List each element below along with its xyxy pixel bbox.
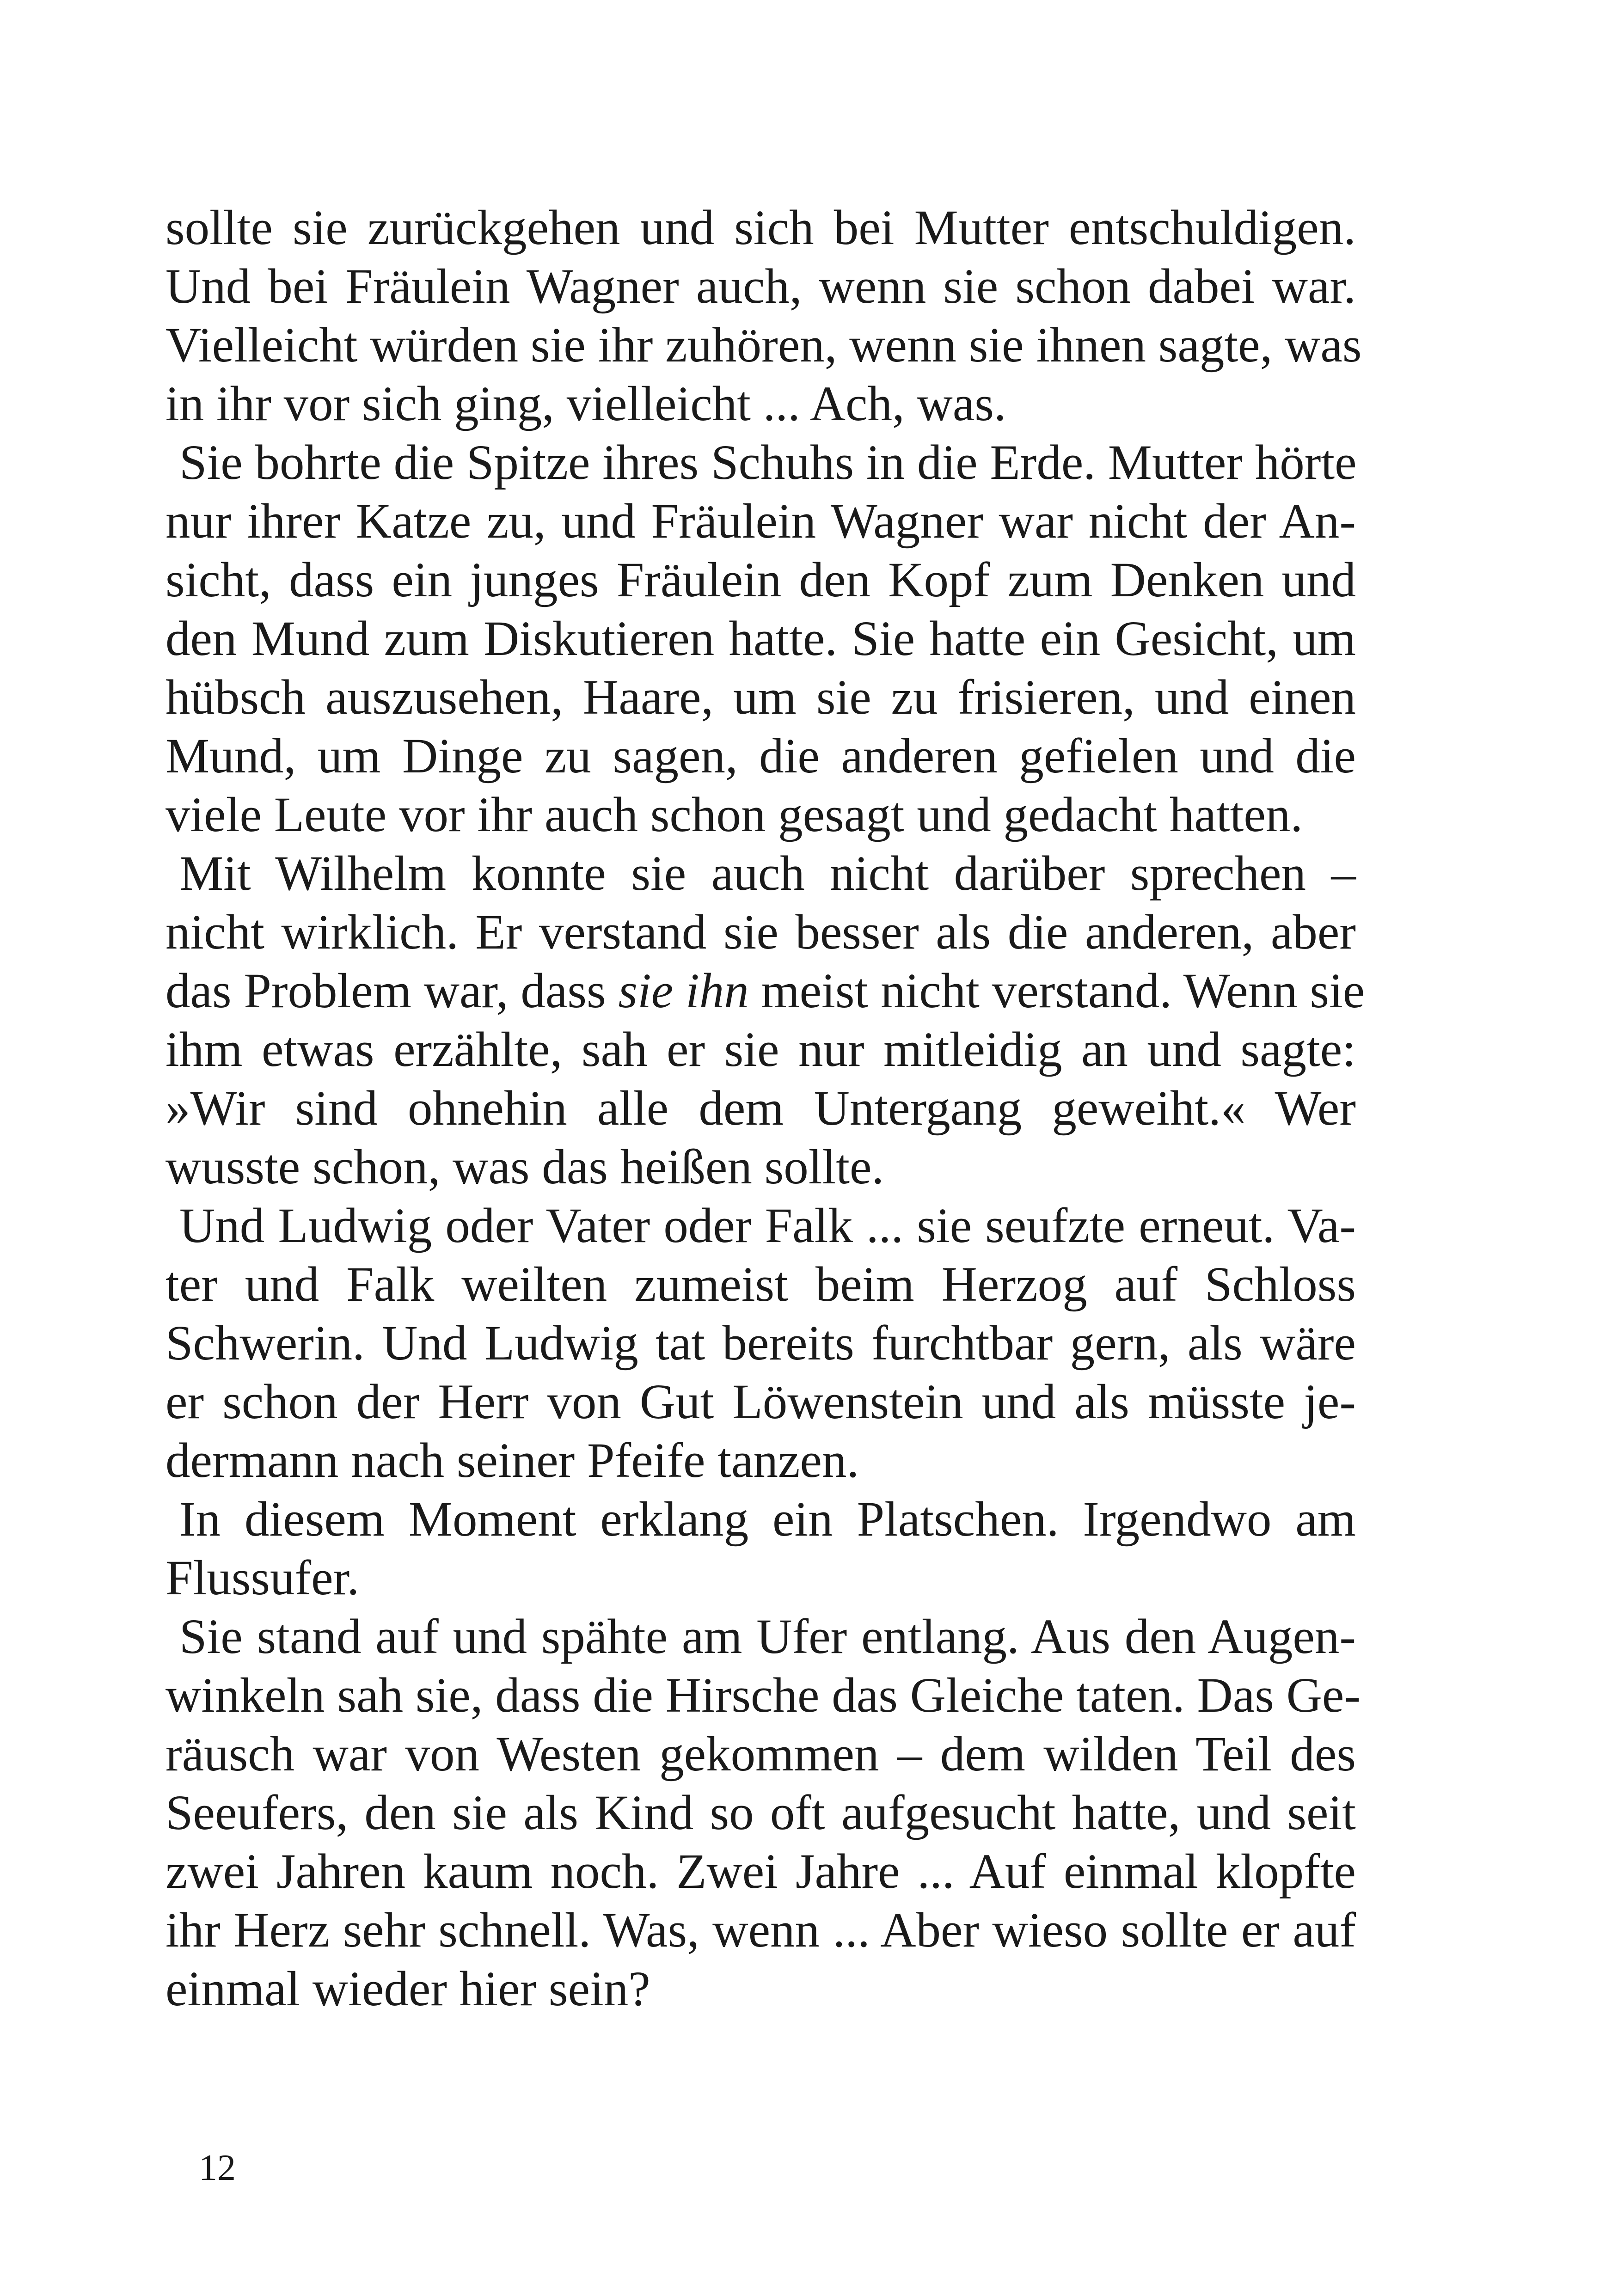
text-line: Und Ludwig oder Vater oder Falk ... sie seufzte erneut. Va- <box>179 1199 1356 1253</box>
text-line: ihr Herz sehr schnell. Was, wenn ... Aber wieso sollte er auf <box>165 1903 1356 1958</box>
page-number: 12 <box>199 2148 236 2188</box>
text-line: nicht wirklich. Er verstand sie besser als die anderen, aber <box>165 905 1356 960</box>
text-line: nur ihrer Katze zu, und Fräulein Wagner war nicht der An- <box>165 494 1356 549</box>
text-line: Vielleicht würden sie ihr zuhören, wenn sie ihnen sagte, was <box>165 318 1362 373</box>
italic-text: sie ihn <box>618 964 749 1018</box>
text-line: In diesem Moment erklang ein Platschen. Irgendwo am <box>179 1492 1356 1547</box>
text-line: sicht, dass ein junges Fräulein den Kopf zum Denken und <box>165 553 1356 607</box>
text-line: dermann nach seiner Pfeife tanzen. <box>165 1433 859 1488</box>
text-line: er schon der Herr von Gut Löwenstein und als müsste je- <box>165 1375 1356 1429</box>
text-line: hübsch auszusehen, Haare, um sie zu frisieren, und einen <box>165 670 1356 725</box>
text-line: in ihr vor sich ging, vielleicht ... Ach, was. <box>165 377 1006 431</box>
text-line: den Mund zum Diskutieren hatte. Sie hatte ein Gesicht, um <box>165 612 1356 666</box>
text-line: Mund, um Dinge zu sagen, die anderen gefielen und die <box>165 729 1356 784</box>
text-line: ter und Falk weilten zumeist beim Herzog auf Schloss <box>165 1257 1356 1312</box>
body-text <box>165 199 1365 2019</box>
text-segment: meist nicht verstand. Wenn sie <box>748 964 1365 1018</box>
text-line: winkeln sah sie, dass die Hirsche das Gleiche taten. Das Ge- <box>165 1668 1361 1723</box>
text-line: Mit Wilhelm konnte sie auch nicht darüber sprechen – <box>179 846 1356 901</box>
text-line: Und bei Fräulein Wagner auch, wenn sie schon dabei war. <box>165 259 1356 314</box>
text-line: wusste schon, was das heißen sollte. <box>165 1140 884 1194</box>
text-segment: das Problem war, dass <box>165 964 619 1018</box>
text-line: sollte sie zurückgehen und sich bei Mutter entschuldigen. <box>165 201 1356 255</box>
text-line: zwei Jahren kaum noch. Zwei Jahre ... Auf einmal klopfte <box>165 1844 1356 1899</box>
text-line: Sie stand auf und spähte am Ufer entlang. Aus den Augen- <box>179 1610 1356 1664</box>
text-line: »Wir sind ohnehin alle dem Untergang geweiht.« Wer <box>165 1081 1356 1136</box>
text-line: Seeufers, den sie als Kind so oft aufgesucht hatte, und seit <box>165 1786 1356 1840</box>
text-line: räusch war von Westen gekommen – dem wilden Teil des <box>165 1727 1356 1782</box>
text-line: einmal wieder hier sein? <box>165 1962 650 2016</box>
text-line: viele Leute vor ihr auch schon gesagt und gedacht hatten. <box>165 788 1303 842</box>
text-line: Flussufer. <box>165 1551 360 1605</box>
text-line: Sie bohrte die Spitze ihres Schuhs in die Erde. Mutter hörte <box>179 435 1357 490</box>
text-line <box>165 962 1365 1021</box>
text-line: ihm etwas erzählte, sah er sie nur mitleidig an und sagte: <box>165 1022 1356 1077</box>
text-line: Schwerin. Und Ludwig tat bereits furchtbar gern, als wäre <box>165 1316 1356 1371</box>
